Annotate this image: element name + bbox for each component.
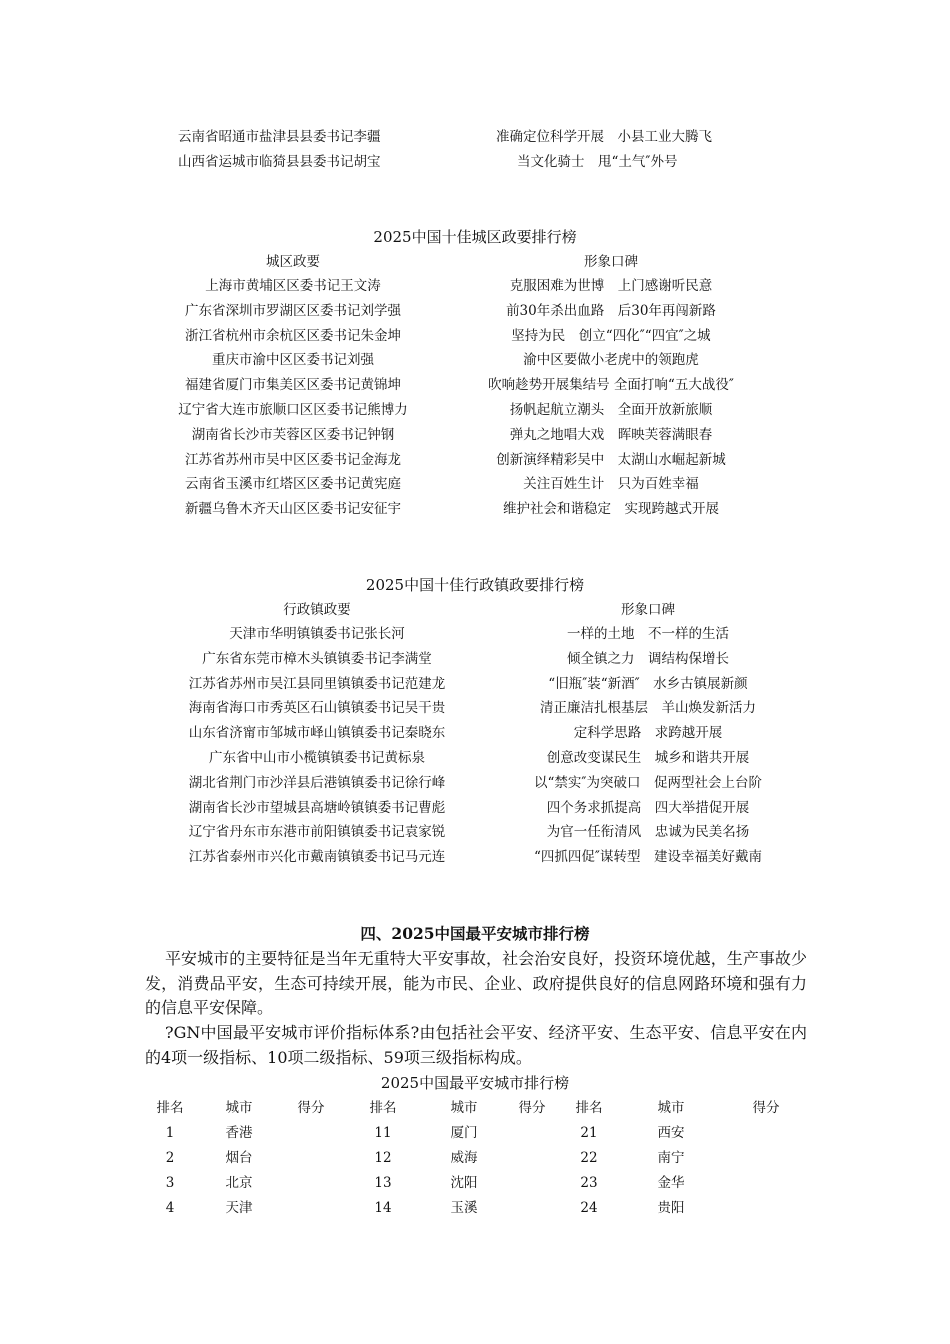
official-name: 湖北省荆门市沙洋县后港镇镇委书记徐行峰	[188, 774, 446, 791]
ranking-row	[0, 796, 950, 821]
reputation-slogan: 扬帆起航立潮头 全面开放新旅顺	[509, 402, 713, 418]
reputation-slogan: 为官一任衔清风 忠诚为民美名扬	[546, 824, 750, 841]
reputation-slogan: 前30年杀出血路 后30年再闯新路	[506, 302, 716, 319]
ranking-row	[0, 398, 950, 423]
official-name: 海南省海口市秀英区石山镇镇委书记吴干贵	[188, 700, 446, 717]
column-header: 排名	[156, 1100, 184, 1116]
official-name: 广东省深圳市罗湖区区委书记刘学强	[185, 302, 401, 319]
official-name: 新疆乌鲁木齐天山区区委书记安征宇	[185, 501, 401, 518]
column-header: 排名	[575, 1100, 603, 1116]
column-header-officials: 行政镇政要	[283, 602, 351, 618]
table-header-row	[0, 1096, 950, 1121]
ranking-row	[0, 324, 950, 349]
column-header: 得分	[518, 1100, 546, 1116]
ranking-row	[0, 622, 950, 647]
table-cell: 贵阳	[657, 1200, 685, 1216]
table-cell: 21	[580, 1125, 598, 1141]
reputation-slogan: 吹响趁势开展集结号 全面打响“五大战役″	[488, 377, 734, 394]
official-name: 辽宁省大连市旅顺口区区委书记熊博力	[178, 402, 408, 418]
district-header-row	[0, 250, 950, 275]
table-cell: 4	[165, 1200, 175, 1216]
reputation-slogan: 关注百姓生计 只为百姓幸福	[523, 476, 699, 493]
town-header-row	[0, 598, 950, 623]
section-heading: 四、2025中国最平安城市排行榜	[360, 924, 590, 943]
ranking-row	[0, 448, 950, 473]
ranking-row	[0, 672, 950, 697]
table-row	[0, 1171, 950, 1196]
column-header-officials: 城区政要	[266, 254, 320, 270]
table-cell: 西安	[657, 1125, 685, 1141]
ranking-row	[0, 820, 950, 845]
ranking-row	[0, 373, 950, 398]
ranking-row	[0, 721, 950, 746]
reputation-slogan: 克服困难为世博 上门感谢听民意	[509, 278, 713, 294]
column-header: 城市	[450, 1100, 478, 1116]
table-cell: 金华	[657, 1175, 685, 1191]
town-ranking-title: 2025中国十佳行政镇政要排行榜	[365, 576, 585, 594]
reputation-slogan: 清正廉洁扎根基层 羊山焕发新活力	[540, 700, 756, 717]
table-cell: 13	[374, 1175, 392, 1191]
official-name: 重庆市渝中区区委书记刘强	[212, 352, 374, 369]
column-header: 得分	[752, 1100, 780, 1116]
ranking-row	[0, 845, 950, 870]
column-header-reputation: 形象口碑	[621, 602, 675, 618]
official-name: 山东省济甯市邹城市峄山镇镇委书记秦晓东	[188, 725, 446, 742]
reputation-slogan: 弹丸之地唱大戏 晖映芙蓉满眼春	[509, 426, 713, 443]
ranking-row	[0, 274, 950, 299]
table-row	[0, 1146, 950, 1171]
reputation-slogan: 坚持为民 创立“四化″“四宜″之城	[511, 327, 711, 344]
official-name: 福建省厦门市集美区区委书记黄锦坤	[185, 377, 401, 394]
reputation-slogan: 渝中区要做小老虎中的领跑虎	[523, 352, 699, 369]
column-header: 得分	[297, 1100, 325, 1116]
table-cell: 23	[580, 1175, 598, 1191]
ranking-row	[0, 647, 950, 672]
reputation-slogan: 四个务求抓提高 四大举措促开展	[546, 799, 750, 816]
district-ranking-title: 2025中国十佳城区政要排行榜	[373, 228, 577, 246]
ranking-row	[0, 771, 950, 796]
official-name: 湖南省长沙市芙蓉区区委书记钟钢	[191, 426, 395, 443]
official-name: 云南省昭通市盐津县县委书记李疆	[178, 129, 381, 145]
ranking-row	[0, 696, 950, 721]
reputation-slogan: “四抓四促″谋转型 建设幸福美好戴南	[534, 849, 762, 866]
official-name: 江苏省泰州市兴化市戴南镇镇委书记马元连	[188, 849, 446, 866]
ranking-row	[0, 423, 950, 448]
table-cell: 24	[580, 1200, 598, 1216]
reputation-slogan: 当文化骑士 甩“土气″外号	[517, 154, 678, 170]
reputation-slogan: 准确定位科学开展 小县工业大腾飞	[496, 129, 712, 145]
official-name: 湖南省长沙市望城县高塘岭镇镇委书记曹彪	[188, 799, 446, 816]
ranking-row	[0, 472, 950, 497]
official-name: 广东省中山市小榄镇镇委书记黄标泉	[209, 750, 425, 766]
column-header-reputation: 形象口碑	[584, 254, 638, 270]
reputation-slogan: 一样的土地 不一样的生活	[567, 626, 729, 642]
table-cell: 11	[374, 1125, 392, 1141]
table-row	[0, 1121, 950, 1146]
table-cell: 威海	[450, 1150, 478, 1166]
official-name: 广东省东莞市樟木头镇镇委书记李满堂	[202, 650, 432, 667]
table-cell: 厦门	[450, 1125, 478, 1141]
table-cell: 3	[165, 1175, 175, 1191]
reputation-slogan: 倾全镇之力 调结构保增长	[567, 650, 729, 667]
ranking-row	[0, 746, 950, 771]
table-row	[0, 1196, 950, 1221]
table-cell: 天津	[225, 1200, 253, 1216]
reputation-slogan: 以“禁实″为突破口 促两型社会上台阶	[534, 774, 762, 791]
table-cell: 14	[374, 1200, 392, 1216]
reputation-slogan: 定科学思路 求跨越开展	[573, 725, 723, 742]
ranking-row	[0, 299, 950, 324]
column-header: 排名	[369, 1100, 397, 1116]
column-header: 城市	[657, 1100, 685, 1116]
ranking-row	[0, 348, 950, 373]
column-header: 城市	[225, 1100, 253, 1116]
official-name: 江苏省苏州市吴中区区委书记金海龙	[185, 451, 401, 468]
reputation-slogan: 创意改变谋民生 城乡和谐共开展	[546, 750, 750, 766]
table-cell: 22	[580, 1150, 598, 1166]
table-cell: 玉溪	[450, 1200, 478, 1216]
top-row	[0, 150, 950, 175]
ranking-row	[0, 497, 950, 522]
table-cell: 南宁	[657, 1150, 685, 1166]
table-cell: 12	[374, 1150, 392, 1166]
reputation-slogan: “旧瓶″装“新酒″ 水乡古镇展新颜	[548, 675, 748, 692]
official-name: 江苏省苏州市吴江县同里镇镇委书记范建龙	[188, 675, 446, 692]
official-name: 上海市黄埔区区委书记王文涛	[205, 278, 381, 294]
table-cell: 烟台	[225, 1150, 253, 1166]
safe-city-table-title: 2025中国最平安城市排行榜	[380, 1074, 570, 1092]
reputation-slogan: 维护社会和谐稳定 实现跨越式开展	[503, 501, 719, 518]
reputation-slogan: 创新演绎精彩吴中 太湖山水崛起新城	[496, 451, 726, 468]
table-cell: 沈阳	[450, 1175, 478, 1191]
table-cell: 2	[165, 1150, 175, 1166]
top-row	[0, 125, 950, 150]
official-name: 云南省玉溪市红塔区区委书记黄宪庭	[185, 476, 401, 493]
official-name: 天津市华明镇镇委书记张长河	[229, 626, 405, 642]
table-cell: 香港	[225, 1125, 253, 1141]
indicator-paragraph: ?GN中国最平安城市评价指标体系?由包括社会平安、经济平安、生态平安、信息平安在内的4项一级指标、10项二级指标、59项三级指标构成。	[145, 1023, 807, 1067]
official-name: 辽宁省丹东市东港市前阳镇镇委书记袁家锐	[188, 824, 446, 841]
official-name: 浙江省杭州市余杭区区委书记朱金坤	[185, 327, 401, 344]
intro-paragraph: 平安城市的主要特征是当年无重特大平安事故，社会治安良好，投资环境优越，生产事故少发，消费品平安，生态可持续开展，能为市民、企业、政府提供良好的信息网路环境和强有力的信息平安保障。	[145, 949, 807, 1017]
official-name: 山西省运城市临猗县县委书记胡宝	[178, 154, 381, 170]
table-cell: 北京	[225, 1175, 253, 1191]
table-cell: 1	[165, 1125, 175, 1141]
